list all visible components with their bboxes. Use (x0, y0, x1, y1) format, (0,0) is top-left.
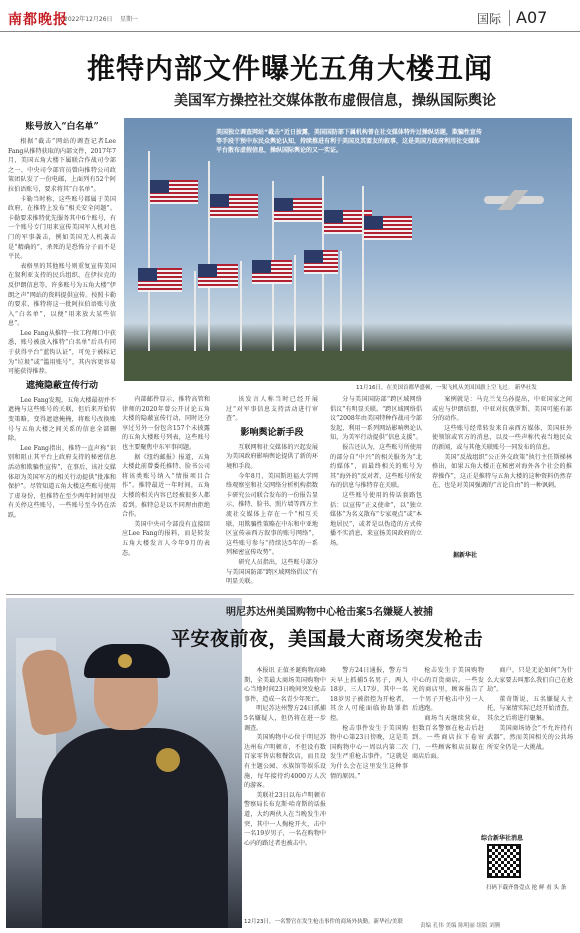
paragraph: 商场当天继续营业，但数百名警察在枪击后赶到。一些商店拉下卷帘门，一些顾客和店员躲在商店后面。 (412, 714, 484, 761)
paragraph: 互联网和社交媒体的兴起发展为美国政府影响舆论提供了新的环境和手段。 (226, 443, 318, 470)
officer-body (42, 728, 228, 928)
issue-weekday: 星期一 (120, 16, 139, 23)
editor-credits: 责编 孔伟 美编 陈明丽 组版 刘腾 (420, 923, 501, 929)
paragraph: 分与美国国防部“跨区域网络倡议”有明显关联。“跨区域网络倡议”2008年由美国特种作战司令部发起，利用一系列网站影响舆论认知，为美军行动提供“信息支援”。 (330, 396, 422, 442)
flagpole (294, 255, 296, 351)
paragraph: 表格里的其他账号则重复宣传美国在叙利亚支持的民兵组织、在伊拉克的反伊朗信息等。许多账号为五角大楼“伊朗之声”网站的资料提供宣传。按照卡勒的要求，推特将这一批阿拉伯语账号放入“白名单”，以便“用来放大某些信息”。 (8, 262, 116, 328)
section-title: 影响舆论新手段 (240, 427, 304, 438)
paragraph: 董奇斯说，五名嫌疑人主托，与案情实际已经开始清查，其余之后将进行聚集。 (487, 695, 573, 722)
main-byline: 据新华社 (453, 552, 478, 559)
section-name: 国际 (477, 12, 502, 26)
flags-photo (124, 118, 572, 381)
page-header (0, 0, 580, 32)
us-flag (304, 250, 338, 274)
flagpole (208, 161, 210, 351)
main-column-4 (330, 395, 422, 585)
paragraph: 警方24日通报，警方当天早上抓捕5名男子，两人18岁、三人17岁，其中一名18岁男子被指控为开枪者，其余人可能面临协助罪指控。 (330, 667, 408, 722)
section-title: 账号放入“白名单” (25, 122, 99, 132)
flagpole (340, 251, 342, 351)
paragraph: 卡勒当时称，这些账号都属于美国政府，在推特上发布“相关安全问题”。卡勒要求推特优先服务其中6个账号，有一个账号专门用来宣传美国军人机对也门的军事袭击，例如美国无人机袭击是“精确的”，杀死的是恐怖分子而不是平民。 (8, 195, 116, 261)
paragraph: 据《纽约邮报》报道，五角大楼此前曾委托推特、脸书公司将该类账号纳入“情报项目合作”。推特最近一年时间，五角大楼的相关内容已经被很多人都看到。推特总是以不同理由拒绝合作。 (122, 453, 210, 519)
story-divider (6, 594, 574, 595)
second-column-2 (330, 666, 408, 911)
main-column-2 (122, 395, 210, 585)
section-title: 遮掩隐蔽宣传行动 (25, 380, 98, 391)
paragraph: 该发言人称当时已经开展过“对军事信息支持活动进行审查”。 (226, 396, 318, 423)
main-column-1 (8, 118, 116, 588)
paragraph: 今年8月，美国斯坦福大学网络观察室和社交网络分析机构指数卡研究公司联合发布的一份报告显示，推特、脸书、照片墙等西方主流社交媒体上存在一个“相互关联、用欺骗性策略在中东和中亚地区宣传亲西方叙事的账号网络”，这些账号参与“持续达5年的一系列秘密宣传攻势”。 (226, 472, 318, 557)
cap-badge (118, 654, 132, 668)
paragraph: 这些账号经常转发来自亲西方媒体，美国驻外使领馆或官方的消息，以及一些声称代表当地民众的新闻，或与其他关联账号一同发布的信息。 (432, 424, 572, 451)
newspaper-logo: 南都晚报 (8, 12, 68, 28)
us-flag (150, 180, 198, 204)
flagpole (240, 261, 242, 351)
second-column-3 (412, 666, 484, 911)
main-subhead: 美国军方操控社交媒体散布虚假信息，操纵国际舆论 (174, 93, 496, 109)
paragraph: Lee Fang从推特一位工程师口中获悉，账号被放入推特“白名单”后具有同于获得平台“蓝钩认证”，可免于被标记为“垃圾”或“滥用账号”，其内容更容易可能获得推荐。 (8, 329, 116, 376)
paragraph: 美国中央司令部没有直接回应Lee Fang的报料，而是转发五角大楼发言人今年9月的表态。 (122, 520, 210, 557)
airplane (484, 196, 544, 204)
paragraph: 本报讯 正值圣诞购物高峰期，全美最大商场美国购物中心当地时间23日晚间突发枪击事件，造成一名青少年死亡。 (244, 667, 326, 703)
paragraph: 美国购物中心位于明尼苏达州布卢明顿市，不但设有数百家零售店和餐饮店，而且设有主题公园、水族馆等娱乐设施，每年接待约4000万人次的游客。 (244, 734, 326, 790)
photo-caption: 12月23日，一名警官在发生枪击事件的商场外执勤。新华社/美联 (244, 919, 403, 925)
main-column-3 (226, 395, 318, 585)
second-headline: 平安夜前夜，美国最大商场突发枪击 (171, 628, 484, 650)
issue-date: 2022年12月26日 (64, 16, 113, 23)
us-flag (274, 198, 322, 222)
flagpole (362, 186, 364, 351)
paragraph: 商户，只是无论如何“为什么大家要去叫那么我们自己在抢劫”。 (487, 667, 573, 694)
flagpole (194, 271, 196, 351)
paragraph: 明尼苏达州警方24日抓捕5名嫌疑人，但仍将在进一步调查。 (244, 705, 326, 732)
second-kicker: 明尼苏达州美国购物中心枪击案5名嫌疑人被捕 (226, 607, 433, 618)
qr-caption: 扫码下载齐鲁壹点 抢 鲜 看 头 条 (486, 885, 567, 891)
header-divider (509, 10, 510, 26)
us-flag (210, 194, 258, 218)
paragraph: 研究人员指出，这些账号部分与美国国防部“跨区域网络倡议”有明显关联。 (226, 558, 318, 585)
us-flag (138, 268, 182, 292)
photo-caption: 11月16日，在美国首都华盛顿，一架飞机从美国国旗上空飞过。 新华社发 (356, 385, 537, 391)
paragraph: 这些账号使用的传话套路包括：以宣传“正义使命”，以“独立媒体”为名义散布“专家观点”或“本地居民”，或者是以伪造的方式传播不实消息，来宣扬美国政府的立场。 (330, 491, 422, 547)
paragraph: Lee Fang发现，五角大楼最初并不遮掩与这些账号的关联，但后来开始转变策略，变得遮遮掩掩，将账号改换账号与五角大楼之间关系的信息全部删除。 (8, 396, 116, 443)
us-flag (198, 264, 238, 288)
main-column-5 (432, 395, 572, 547)
us-flag (252, 260, 292, 284)
shoulder-badge (156, 748, 180, 772)
qr-code-icon[interactable] (487, 844, 521, 878)
paragraph: 美国商场协会“不允许持有武器”，然而美国相关的公共场所安全仍是一大挑战。 (487, 724, 573, 751)
second-column-4 (487, 666, 573, 830)
paragraph: Lee Fang指出，推特一直声称“识别和阻止其平台上政府支持的秘密信息活动和欺骗性宣传”，在事后，该社交媒体却为美国军方的相关行动提供“批准和保护”。尽管知道五角大楼这些账号使用了虚身份，但推特在至少两年时间里没有关停这些账号，一些账号至今仍在活跃。 (8, 444, 116, 519)
main-headline: 推特内部文件曝光五角大楼丑闻 (86, 52, 493, 85)
paragraph: 案例就是：马克兰戈乌孙提出，中亚国家之间或应与伊朗结盟，中亚对抗俄罗斯、美国可能有部分的动作。 (432, 396, 572, 423)
second-column-1 (244, 666, 326, 911)
paragraph: 枪击发生于美国购物中心的百货商店。一些发光的商店里，顾客报告了一个男子开枪击中另一人后逃跑。 (412, 667, 484, 713)
paragraph: 报告还认为，这些账号所使用的部分自“中兴”的相关服务为“北约媒体”，而最终相关的账号为其“海外的”反对者，这些账号所发布的信息与推特存在关联。 (330, 443, 422, 490)
paragraph: 枪击事件发生于美国购物中心第23日傍晚，这是美国购物中心一周以内第二次发生严重枪击事件。“这就是为什么会在这里发生这种事情的原因。” (330, 724, 408, 780)
paragraph: 美国“反战组织”公正外交政策“执行主任斯梯林格出，如果五角大楼正在秘密对海外各个社会的推荐操作”，这正是推特与五角大楼的这种资料仍然存在，也是对美国强调的“言论自由”的一种讽刺。 (432, 453, 572, 490)
ground (124, 351, 572, 381)
photo-overlay-text: 美国独立调查网站“截击”近日披露，美国国防部下属机构曾在社交媒体特许过操纵话题，欺骗性宣传等手段干预中东民众舆论认知，持续推进有利于美国及其盟友的叙事，这是美国方政府利用社交媒体平台散布虚假信息，操纵国际舆论的又一实证。 (216, 129, 482, 154)
page-number: A07 (516, 8, 548, 27)
paragraph: 美联社23日以布卢明顿市警察局长布克斯·哈奇斯的话报道，大约两伙人在当晚发生冲突，其中一人掏枪开火，击中一名19岁男子，一名在购物中心内的路过者也被击中。 (244, 791, 326, 847)
paragraph: 根据“截击”网站的调查记者Lee Fang从推特获取的内部文件，2017年7月，美国五角大楼下属联合作战司令部之一、中央司令部官员曾向推特公司政策团队发了一份电邮，上面列有52个阿拉伯语账号，要求将其“白名单”。 (8, 138, 116, 193)
paragraph: 内部邮件显示，推特高管和律师的2020年曾公开讨论五角大楼的隐蔽宣传行动，同时还分享过另外一份包含157个未披露的五角大楼账号列表，这些账号也主要聚焦中东军事问题。 (122, 396, 210, 451)
second-byline: 综合新华社消息 (481, 835, 524, 842)
us-flag (364, 216, 412, 240)
